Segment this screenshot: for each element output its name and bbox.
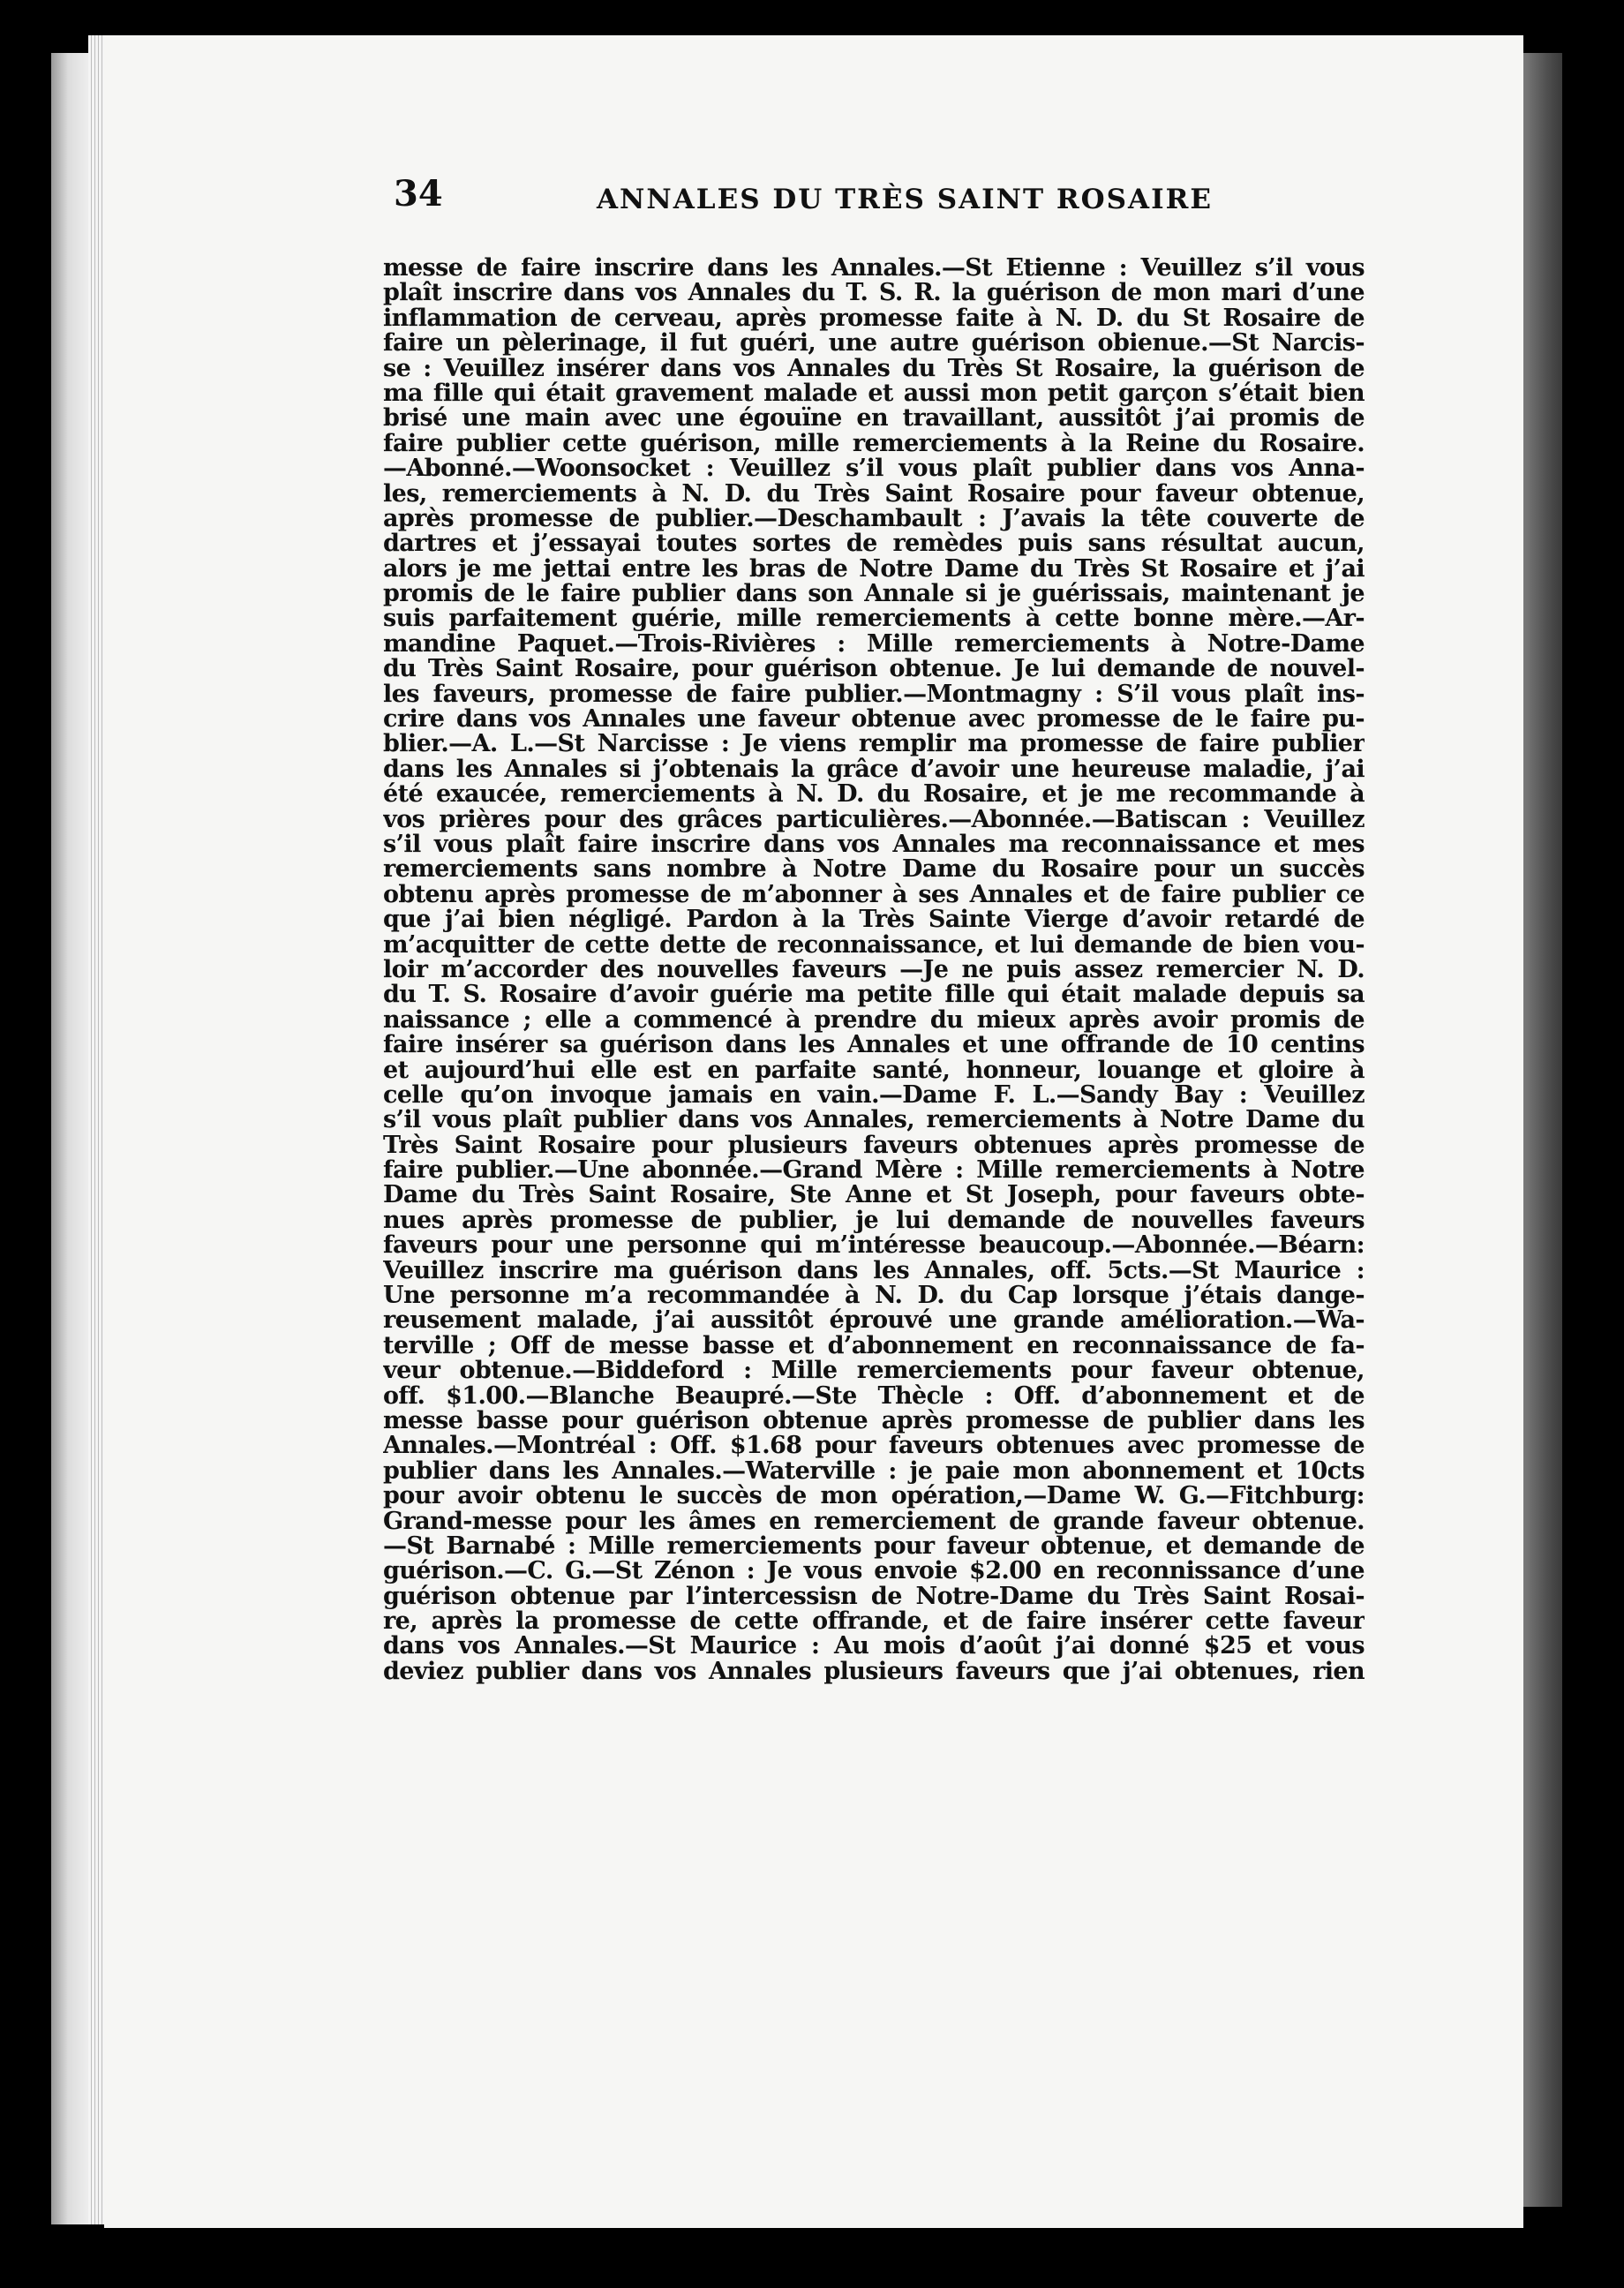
text-line: après promesse de publier.—Deschambault : J’avais la tête couverte de <box>383 506 1365 532</box>
text-line: plaît inscrire dans vos Annales du T. S. R. la guérison de mon mari d’une <box>383 281 1365 306</box>
text-line: Annales.—Montréal : Off. $1.68 pour faveurs obtenues avec promesse de <box>383 1434 1365 1459</box>
running-title: ANNALES DU TRÈS SAINT ROSAIRE <box>597 184 1213 215</box>
text-line: off. $1.00.—Blanche Beaupré.—Ste Thècle : Off. d’abonnement et de <box>383 1383 1365 1409</box>
text-line: alors je me jettai entre les bras de Notre Dame du Très St Rosaire et j’ai <box>383 556 1365 583</box>
text-line: suis parfaitement guérie, mille remerciements à cette bonne mère.—Ar- <box>383 606 1365 632</box>
text-line: naissance ; elle a commencé à prendre du mieux après avoir promis de <box>383 1007 1365 1034</box>
text-line: terville ; Off de messe basse et d’abonnement en reconnaissance de fa- <box>383 1333 1365 1359</box>
text-line: Grand-messe pour les âmes en remerciement de grande faveur obtenue. <box>383 1509 1365 1534</box>
text-line: nues après promesse de publier, je lui demande de nouvelles faveurs <box>383 1208 1365 1234</box>
page-stack-edge <box>88 35 106 2224</box>
text-line: et aujourd’hui elle est en parfaite santé, honneur, louange et gloire à <box>383 1057 1365 1083</box>
text-line: faire publier.—Une abonnée.—Grand Mère : Mille remerciements à Notre <box>383 1158 1365 1184</box>
text-line: dans les Annales si j’obtenais la grâce d’avoir une heureuse maladie, j’ai <box>383 756 1365 783</box>
text-line: pour avoir obtenu le succès de mon opération,—Dame W. G.—Fitchburg: <box>383 1484 1365 1509</box>
text-line: guérison obtenue par l’intercessisn de Notre-Dame du Très Saint Rosai- <box>383 1584 1365 1610</box>
text-line: obtenu après promesse de m’abonner à ses Annales et de faire publier ce <box>383 882 1365 908</box>
text-line: m’acquitter de cette dette de reconnaissance, et lui demande de bien vou- <box>383 932 1365 958</box>
text-line: guérison.—C. G.—St Zénon : Je vous envoie $2.00 en reconnissance d’une <box>383 1559 1365 1584</box>
text-line: faire publier cette guérison, mille remerciements à la Reine du Rosaire. <box>383 431 1365 457</box>
book-edge-left <box>51 53 94 2224</box>
text-line: messe de faire inscrire dans les Annales.—St Etienne : Veuillez s’il vous <box>383 256 1365 282</box>
text-line: promis de le faire publier dans son Annale si je guérissais, maintenant je <box>383 582 1365 607</box>
text-line: Veuillez inscrire ma guérison dans les Annales, off. 5cts.—St Maurice : <box>383 1258 1365 1284</box>
text-line: crire dans vos Annales une faveur obtenue avec promesse de le faire pu- <box>383 707 1365 733</box>
text-line: reusement malade, j’ai aussitôt éprouvé une grande amélioration.—Wa- <box>383 1308 1365 1334</box>
text-line: se : Veuillez insérer dans vos Annales du Très St Rosaire, la guérison de <box>383 356 1365 381</box>
text-line: Très Saint Rosaire pour plusieurs faveurs obtenues après promesse de <box>383 1133 1365 1159</box>
text-line: dartres et j’essayai toutes sortes de remèdes puis sans résultat aucun, <box>383 531 1365 557</box>
text-line: été exaucée, remerciements à N. D. du Rosaire, et je me recommande à <box>383 782 1365 808</box>
text-line: les, remerciements à N. D. du Très Saint Rosaire pour faveur obtenue, <box>383 481 1365 507</box>
text-line: —St Barnabé : Mille remerciements pour faveur obtenue, et demande de <box>383 1533 1365 1560</box>
text-line: —Abonné.—Woonsocket : Veuillez s’il vous plaît publier dans vos Anna- <box>383 456 1365 482</box>
text-line: blier.—A. L.—St Narcisse : Je viens remplir ma promesse de faire publier <box>383 732 1365 757</box>
text-line: du Très Saint Rosaire, pour guérison obtenue. Je lui demande de nouvel- <box>383 657 1365 682</box>
text-line: inflammation de cerveau, après promesse faite à N. D. du St Rosaire de <box>383 305 1365 332</box>
text-line: les faveurs, promesse de faire publier.—Montmagny : S’il vous plaît ins- <box>383 681 1365 708</box>
text-line: deviez publier dans vos Annales plusieurs faveurs que j’ai obtenues, rien <box>383 1659 1365 1685</box>
text-line: mandine Paquet.—Trois-Rivières : Mille remerciements à Notre-Dame <box>383 631 1365 658</box>
body-text <box>383 256 1365 1684</box>
text-line: faire insérer sa guérison dans les Annales et une offrande de 10 centins <box>383 1033 1365 1058</box>
book-spine-shadow <box>1523 53 1562 2207</box>
page-header <box>394 173 1365 226</box>
text-line: du T. S. Rosaire d’avoir guérie ma petite fille qui était malade depuis sa <box>383 982 1365 1008</box>
text-line: faveurs pour une personne qui m’intéresse beaucoup.—Abonnée.—Béarn: <box>383 1233 1365 1259</box>
text-line: messe basse pour guérison obtenue après promesse de publier dans les <box>383 1408 1365 1434</box>
text-line: brisé une main avec une égouïne en travaillant, aussitôt j’ai promis de <box>383 406 1365 432</box>
text-line: s’il vous plaît publier dans vos Annales, remerciements à Notre Dame du <box>383 1108 1365 1133</box>
text-line: faire un pèlerinage, il fut guéri, une autre guérison obienue.—St Narcis- <box>383 331 1365 357</box>
text-line: re, après la promesse de cette offrande, et de faire insérer cette faveur <box>383 1609 1365 1635</box>
text-line: veur obtenue.—Biddeford : Mille remerciements pour faveur obtenue, <box>383 1358 1365 1384</box>
text-line: vos prières pour des grâces particulières.—Abonnée.—Batiscan : Veuillez <box>383 807 1365 832</box>
text-line: Dame du Très Saint Rosaire, Ste Anne et St Joseph, pour faveurs obte- <box>383 1183 1365 1208</box>
text-line: celle qu’on invoque jamais en vain.—Dame F. L.—Sandy Bay : Veuillez <box>383 1082 1365 1109</box>
text-line: que j’ai bien négligé. Pardon à la Très Sainte Vierge d’avoir retardé de <box>383 907 1365 933</box>
text-line: ma fille qui était gravement malade et aussi mon petit garçon s’était bien <box>383 380 1365 407</box>
text-line: Une personne m’a recommandée à N. D. du Cap lorsque j’étais dange- <box>383 1283 1365 1309</box>
page-number: 34 <box>394 173 443 214</box>
text-line: dans vos Annales.—St Maurice : Au mois d’août j’ai donné $25 et vous <box>383 1634 1365 1660</box>
text-line: loir m’accorder des nouvelles faveurs —Je ne puis assez remercier N. D. <box>383 957 1365 983</box>
text-line: publier dans les Annales.—Waterville : je paie mon abonnement et 10cts <box>383 1458 1365 1485</box>
text-line: remerciements sans nombre à Notre Dame du Rosaire pour un succès <box>383 857 1365 883</box>
text-line: s’il vous plaît faire inscrire dans vos Annales ma reconnaissance et mes <box>383 832 1365 858</box>
